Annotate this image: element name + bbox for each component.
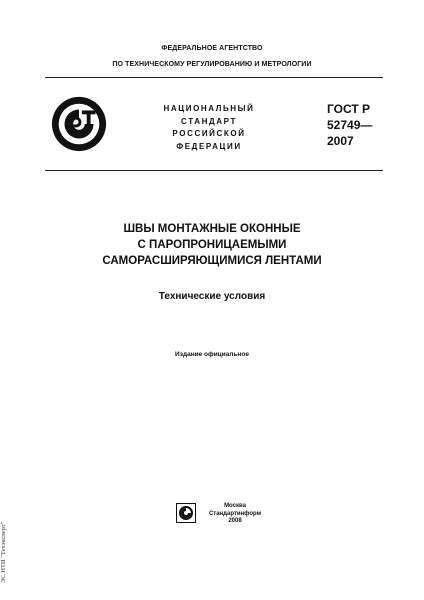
publisher-year: 2008	[228, 518, 242, 524]
publisher-logo-icon	[176, 503, 196, 523]
national-standard-block	[150, 103, 268, 153]
side-watermark-text: ЭС НТИ "Техэксперт"	[0, 521, 7, 583]
gost-r-certification-logo-icon	[50, 95, 108, 153]
gost-line-2: 52749—	[327, 118, 373, 132]
publisher-city: Москва	[224, 503, 246, 509]
edition-note: Издание официальное	[175, 351, 249, 358]
agency-line-1: ФЕДЕРАЛЬНОЕ АГЕНТСТВО	[161, 45, 263, 52]
document-title	[0, 221, 424, 269]
gost-line-1: ГОСТ Р	[327, 102, 371, 116]
standard-line-3: РОССИЙСКОЙ	[172, 129, 246, 138]
standard-line-2: СТАНДАРТ	[181, 116, 237, 126]
gost-line-3: 2007	[327, 134, 354, 148]
publisher-name: Стандартинформ	[208, 510, 262, 517]
document-subtitle: Технические условия	[158, 291, 266, 302]
agency-line-2: ПО ТЕХНИЧЕСКОМУ РЕГУЛИРОВАНИЮ И МЕТРОЛОГИИ	[112, 61, 312, 68]
standard-line-4: ФЕДЕРАЦИИ	[176, 141, 242, 151]
title-line-2: С ПАРОПРОНИЦАЕМЫМИ	[137, 239, 287, 251]
title-line-1: ШВЫ МОНТАЖНЫЕ ОКОННЫЕ	[123, 223, 301, 235]
top-rule	[45, 77, 383, 78]
title-line-3: САМОРАСШИРЯЮЩИМИСЯ ЛЕНТАМИ	[102, 255, 322, 267]
gost-number-block	[327, 101, 397, 149]
bottom-rule	[45, 170, 383, 171]
publisher-block	[200, 503, 270, 526]
standard-line-1: НАЦИОНАЛЬНЫЙ	[163, 104, 255, 113]
